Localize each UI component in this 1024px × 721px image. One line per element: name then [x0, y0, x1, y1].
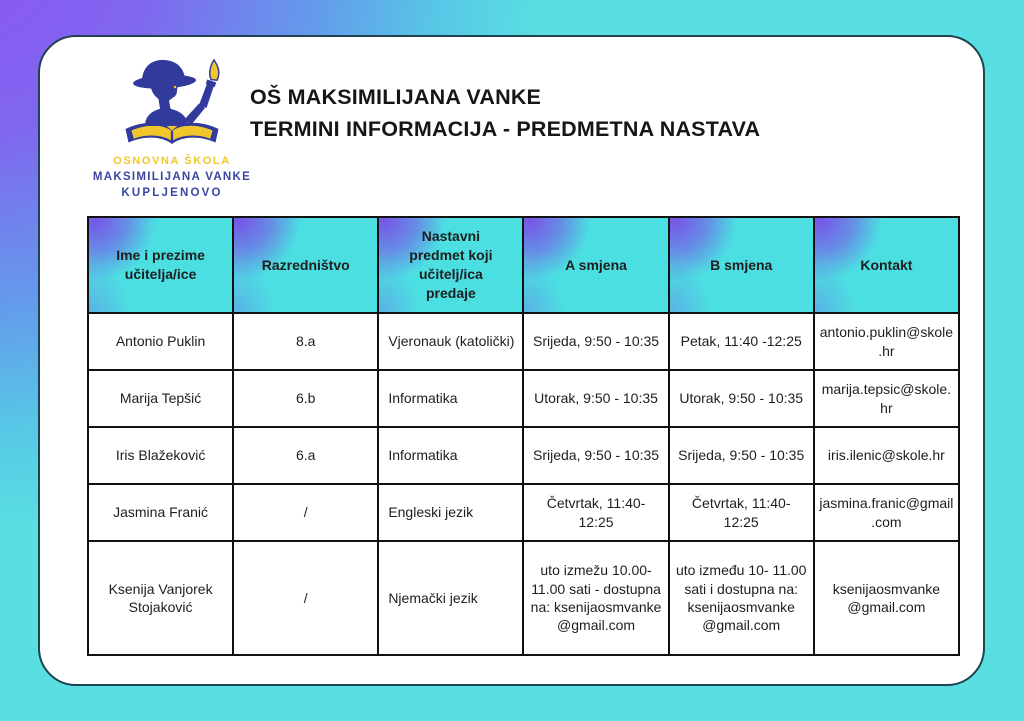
- teacher-name-cell: Marija Tepšić: [88, 370, 233, 427]
- teacher-name-cell: Antonio Puklin: [88, 313, 233, 370]
- school-name-line3: KUPLJENOVO: [121, 187, 223, 199]
- header-contact: Kontakt: [814, 217, 959, 313]
- shift-b-cell: Utorak, 9:50 - 10:35: [669, 370, 814, 427]
- shift-b-cell: uto između 10- 11.00 sati i dostupna na: ksenijaosmvanke @gmail.com: [669, 541, 814, 655]
- schedule-table: [87, 216, 960, 656]
- shift-a-cell: uto izmežu 10.00- 11.00 sati - dostupna na: ksenijaosmvanke @gmail.com: [523, 541, 668, 655]
- subject-cell: Informatika: [378, 370, 523, 427]
- contact-cell: antonio.puklin@skole.hr: [814, 313, 959, 370]
- header-homeroom: Razredništvo: [233, 217, 378, 313]
- shift-a-cell: Srijeda, 9:50 - 10:35: [523, 313, 668, 370]
- subject-cell: Informatika: [378, 427, 523, 484]
- header-shift-b: B smjena: [669, 217, 814, 313]
- homeroom-cell: 6.a: [233, 427, 378, 484]
- schedule-table-body: [88, 313, 959, 655]
- contact-cell: jasmina.franic@gmail.com: [814, 484, 959, 541]
- homeroom-cell: 6.b: [233, 370, 378, 427]
- header-subject: Nastavni predmet koji učitelj/ica predaje: [378, 217, 523, 313]
- subject-cell: Vjeronauk (katolički): [378, 313, 523, 370]
- table-row: [88, 370, 959, 427]
- school-logo: [82, 57, 262, 199]
- table-row: [88, 541, 959, 655]
- school-name-line1: OSNOVNA ŠKOLA: [113, 155, 231, 167]
- header-shift-a: A smjena: [523, 217, 668, 313]
- header-teacher-name: Ime i prezime učitelja/ice: [88, 217, 233, 313]
- table-row: [88, 484, 959, 541]
- shift-b-cell: Četvrtak, 11:40- 12:25: [669, 484, 814, 541]
- subject-cell: Njemački jezik: [378, 541, 523, 655]
- teacher-name-cell: Ksenija Vanjorek Stojaković: [88, 541, 233, 655]
- contact-cell: iris.ilenic@skole.hr: [814, 427, 959, 484]
- shift-a-cell: Srijeda, 9:50 - 10:35: [523, 427, 668, 484]
- homeroom-cell: 8.a: [233, 313, 378, 370]
- shift-b-cell: Srijeda, 9:50 - 10:35: [669, 427, 814, 484]
- header-row: [88, 217, 959, 313]
- shift-b-cell: Petak, 11:40 -12:25: [669, 313, 814, 370]
- shift-a-cell: Četvrtak, 11:40- 12:25: [523, 484, 668, 541]
- contact-cell: marija.tepsic@skole.hr: [814, 370, 959, 427]
- page-title-line2: TERMINI INFORMACIJA - PREDMETNA NASTAVA: [250, 117, 761, 142]
- subject-cell: Engleski jezik: [378, 484, 523, 541]
- painter-logo-icon: [109, 57, 235, 153]
- page-title: [250, 81, 760, 146]
- teacher-name-cell: Iris Blažeković: [88, 427, 233, 484]
- info-card: [38, 35, 985, 686]
- homeroom-cell: /: [233, 541, 378, 655]
- teacher-name-cell: Jasmina Franić: [88, 484, 233, 541]
- schedule-table-head: [88, 217, 959, 313]
- homeroom-cell: /: [233, 484, 378, 541]
- table-row: [88, 313, 959, 370]
- school-name-line2: MAKSIMILIJANA VANKE: [92, 171, 252, 183]
- table-row: [88, 427, 959, 484]
- contact-cell: ksenijaosmvanke @gmail.com: [814, 541, 959, 655]
- shift-a-cell: Utorak, 9:50 - 10:35: [523, 370, 668, 427]
- page-title-line1: OŠ MAKSIMILIJANA VANKE: [250, 85, 542, 109]
